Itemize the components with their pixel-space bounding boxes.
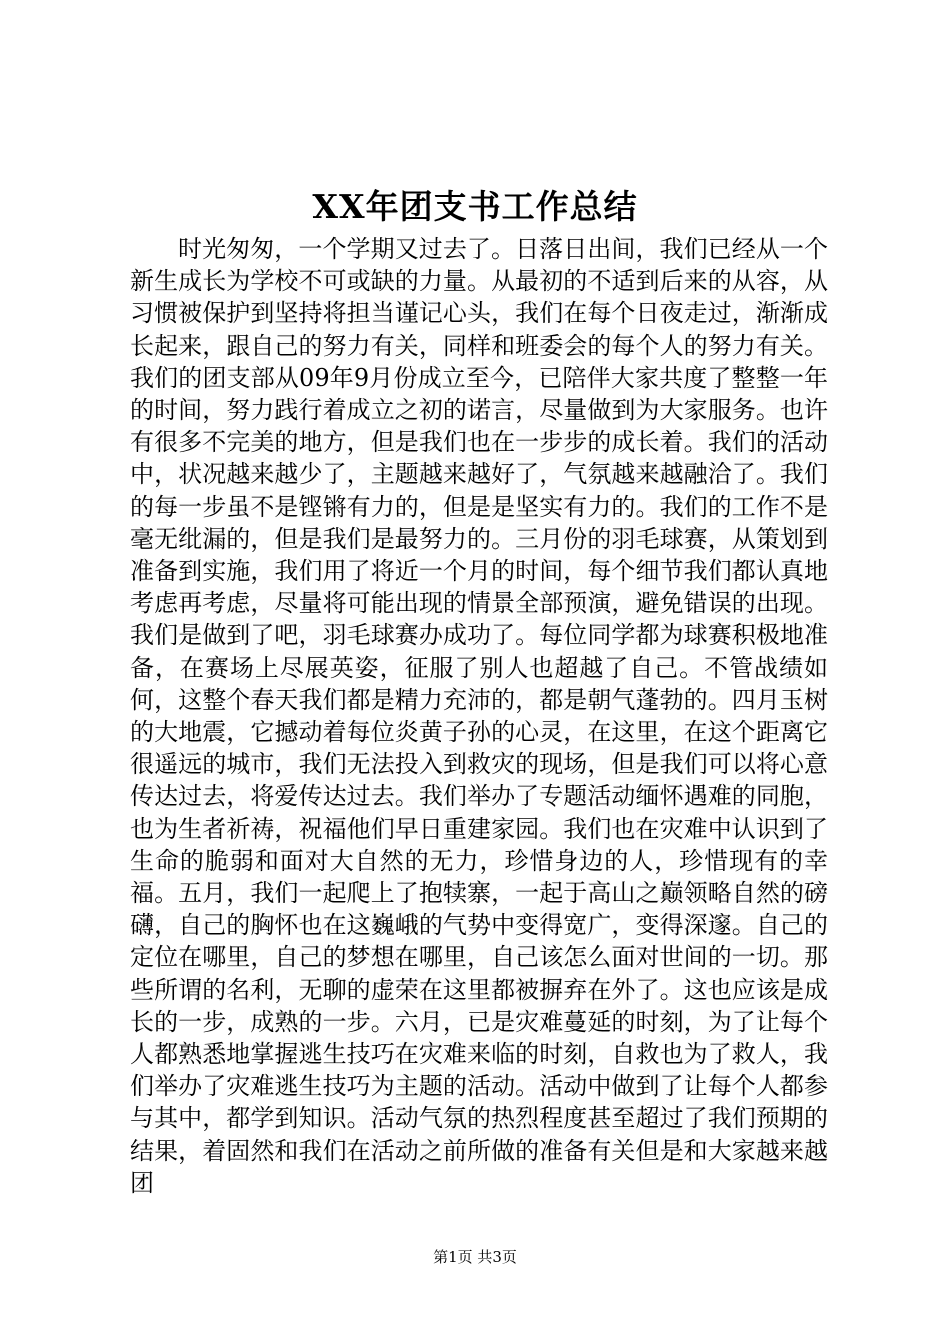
- page-footer: 第1页 共3页: [433, 1248, 517, 1266]
- document-title: XX年团支书工作总结: [312, 187, 638, 226]
- body-paragraph: 时光匆匆，一个学期又过去了。日落日出间，我们已经从一个新生成长为学校不可或缺的力量。从最初的不适到后来的从容，从习惯被保护到坚持将担当谨记心头，我们在每个日夜走过，渐渐成长起来，跟自己的努力有关，同样和班委会的每个人的努力有关。我们的团支部从09年9月份成立至今，已陪伴大家共度了整整一年的时间，努力践行着成立之初的诺言，尽量做到为大家服务。也许有很多不完美的地方，但是我们也在一步步的成长着。我们的活动中，状况越来越少了，主题越来越好了，气氛越来越融洽了。我们的每一步虽不是铿锵有力的，但是是坚实有力的。我们的工作不是毫无纰漏的，但是我们是最努力的。三月份的羽毛球赛，从策划到准备到实施，我们用了将近一个月的时间，每个细节我们都认真地考虑再考虑，尽量将可能出现的情景全部预演，避免错误的出现。我们是做到了吧，羽毛球赛办成功了。每位同学都为球赛积极地准备，在赛场上尽展英姿，征服了别人也超越了自己。不管战绩如何，这整个春天我们都是精力充沛的，都是朝气蓬勃的。四月玉树的大地震，它撼动着每位炎黄子孙的心灵，在这里，在这个距离它很遥远的城市，我们无法投入到救灾的现场，但是我们可以将心意传达过去，将爱传达过去。我们举办了专题活动缅怀遇难的同胞，也为生者祈祷，祝福他们早日重建家园。我们也在灾难中认识到了生命的脆弱和面对大自然的无力，珍惜身边的人，珍惜现有的幸福。五月，我们一起爬上了抱犊寨，一起于高山之巅领略自然的磅礴，自己的胸怀也在这巍峨的气势中变得宽广，变得深邃。自己的定位在哪里，自己的梦想在哪里，自己该怎么面对世间的一切。那些所谓的名利，无聊的虚荣在这里都被摒弃在外了。这也应该是成长的一步，成熟的一步。六月，已是灾难蔓延的时刻，为了让每个人都熟悉地掌握逃生技巧在灾难来临的时刻，自救也为了救人，我们举办了灾难逃生技巧为主题的活动。活动中做到了让每个人都参与其中，都学到知识。活动气氛的热烈程度甚至超过了我们预期的结果，着固然和我们在活动之前所做的准备有关但是和大家越来越团: [130, 235, 828, 1197]
